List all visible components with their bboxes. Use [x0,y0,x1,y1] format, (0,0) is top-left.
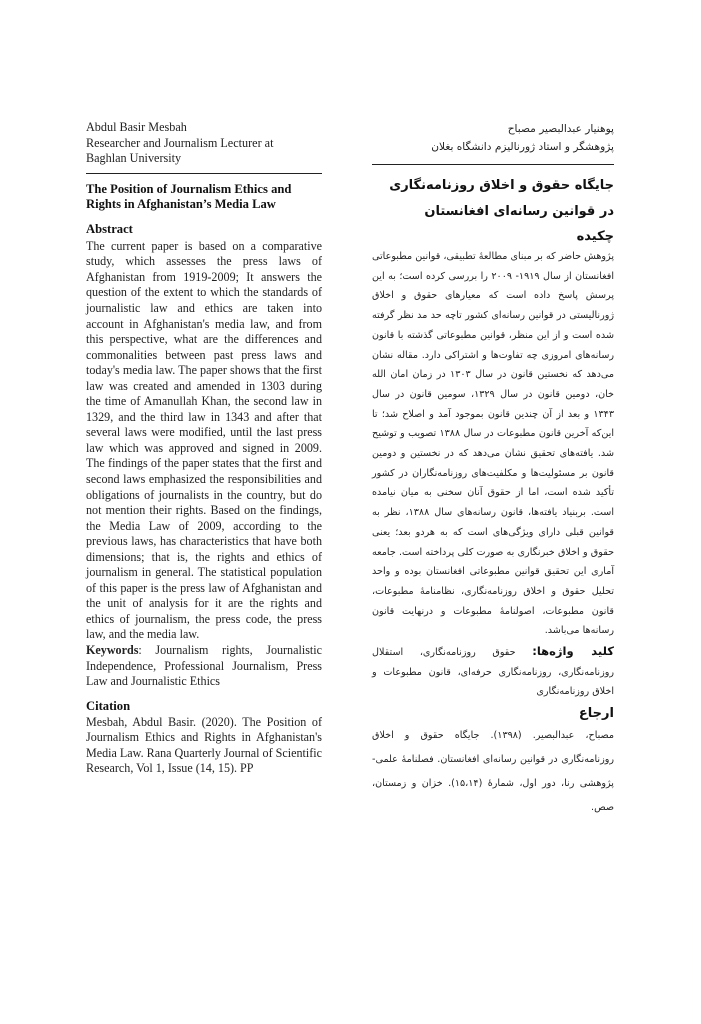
paper-title-en: The Position of Journalism Ethics and Rights in Afghanistan’s Media Law [86,181,292,212]
keywords-text-en: : Journalism rights, Journalistic Independence, Professional Journalism, Press Law and Journalistic Ethics [86,643,322,689]
english-column [86,120,322,777]
author-affiliation-en-line2: Baghlan University [86,151,182,166]
persian-column [372,120,614,820]
abstract-text-fa: پژوهش حاضر که بر مبنای مطالعهٔ تطبیقی، قوانین مطبوعاتی افغانستان از سال ۱۹۱۹- ۲۰۰۹ را بررسی کرده است؛ به این پرسش پاسخ داده است که معیارهای حقوق و اخلاق ژورنالیستی در قوانین رسانه‌ای کشور تاچه حد مد نظر گرفته شده است و از این منظر، قوانین مطبوعاتی گذشته با قانون رسانه‌های امروزی چه تفاوت‌ها و اشتراکی دارد. مقاله نشان می‌دهد که نخستین قانون در سال ۱۳۰۳ در زمان امان الله خان، دومین قانون در سال ۱۳۲۹، سومین قانون در سال ۱۳۴۳ و بعد از آن چندین قانون بموجود آمد و اصلاح شد؛ تا این‌که آخرین قانون مطبوعات در سال ۱۳۸۸ تصویب و توشیح شد. یافته‌های تحقیق نشان می‌دهد که در نخستین و دومین قانون بر مسئولیت‌ها و مکلفیت‌های روزنامه‌نگاران در کشور تأکید شده است، اما از حقوق آنان سخنی به میان نیامده است. بربنیاد یافته‌ها، قانون رسانه‌های سال ۱۳۸۸، نظر به قوانین قبلی دارای ویژگی‌های است که به هردو بعد؛ یعنی حقوق و اخلاق خبرنگاری به صورت کلی پرداخته است. جامعه آماری این تحقیق قوانین مطبوعاتی افغانستان بوده و واحد تحلیل حقوق و اخلاق روزنامه‌نگاری، نظامنامهٔ مطبوعات، قانون مطبوعات، اصولنامهٔ مطبوعات و درنهایت قانون رسانه‌ها می‌باشد. [372,251,615,637]
keywords-en [86,643,322,690]
author-name-en: Abdul Basir Mesbah [86,120,187,134]
citation-text-fa: مصباح، عبدالبصیر. (۱۳۹۸). جایگاه حقوق و اخلاق روزنامه‌نگاری در قوانین رسانه‌ای افغانستان. فصلنامهٔ علمی- پژوهشی رنا، دور اول، شمارهٔ (۱۵،۱۴). خزان و زمستان، صص. [372,730,614,814]
keywords-label-fa: کلید واژه‌ها: [532,644,614,659]
abstract-heading-en: Abstract [86,221,133,236]
citation-heading-en: Citation [86,698,131,713]
keywords-text-fa: حقوق روزنامه‌نگاری، استقلال روزنامه‌نگاری، روزنامه‌نگاری حرفه‌ای، قانون مطبوعات و اخلاق روزنامه‌نگاری [372,647,614,698]
paper-title-fa: جایگاه حقوق و اخلاق روزنامه‌نگاری در قوانین رسانه‌ای افغانستان [389,178,614,219]
citation-heading-fa: ارجاع [578,706,614,722]
author-name-fa: پوهنیار عبدالبصیر مصباح [507,123,614,135]
abstract-text-en: The current paper is based on a comparative study, which assesses the press laws of Afghanistan from 1919-2009; It answers the question of the extent to which the standards of journalistic law and ethics are taken into account in Afghanistan's media law, and from this perspective, what are the differences and commonalities between past press laws and today's media law. The paper shows that the first law was created and amended in 1303 during the time of Amanullah Khan, the second law in 1329, and the third law in 1343 and after that several laws were modified, until the last press law which was approved and signed in 2009. The findings of the paper states that the first and second laws emphasized the responsibilities and obligations of journalists in the country, but do not mention their rights. Based on the findings, the Media Law of 2009, according to the previous laws, has characteristics that have both dimensions; that is, the rights and ethics of journalism in general. The statistical population of this paper is the press law of Afghanistan and the unit of analysis for it are the rights and ethics of journalism, the press code, the press law, and the media law. [86,238,322,642]
author-block-en [86,120,322,167]
citation-text-en: Mesbah, Abdul Basir. (2020). The Position of Journalism Ethics and Rights in Afghanistan's Media Law. Rana Quarterly Journal of Scientific Research, Vol 1, Issue (14, 15). PP [86,714,322,776]
author-block-fa [372,120,614,156]
header-divider-fa [372,164,614,165]
keywords-fa [372,642,614,702]
keywords-label-en: Keywords [86,643,139,657]
abstract-heading-fa: چکیده [576,229,614,244]
author-affiliation-fa: پژوهشگر و استاد ژورنالیزم دانشگاه بغلان [431,141,614,153]
author-affiliation-en-line1: Researcher and Journalism Lecturer at [86,135,274,150]
header-divider-en [86,173,322,174]
